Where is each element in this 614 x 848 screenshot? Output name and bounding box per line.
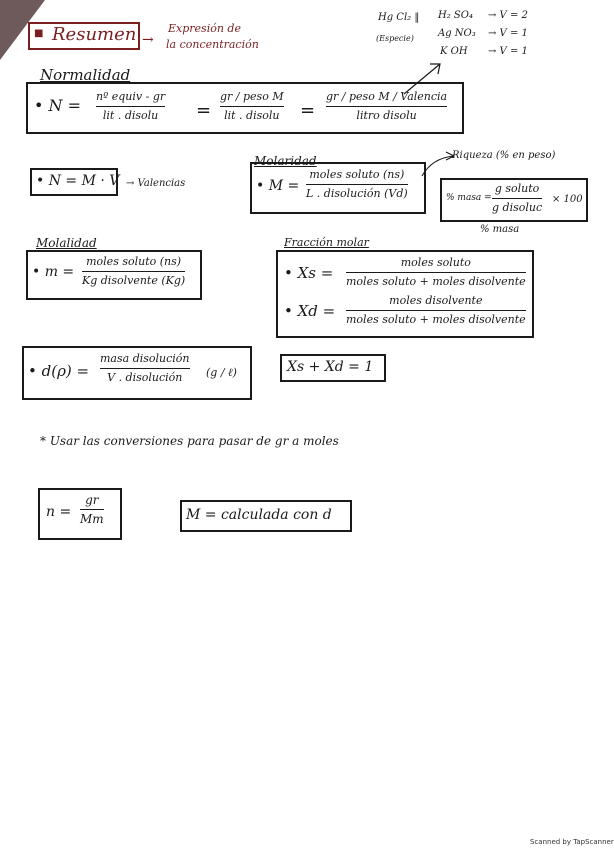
fraccion-xd-lhs: • Xd = <box>284 302 336 320</box>
normalidad-lhs: • N = <box>34 96 82 115</box>
fraccion-xd-fraction <box>346 294 526 327</box>
molaridad-fraction <box>306 168 408 201</box>
suma-formula: Xs + Xd = 1 <box>287 359 374 375</box>
molaridad-den: L . disolución (Vd) <box>306 187 408 200</box>
molalidad-title: Molalidad <box>36 236 97 250</box>
moles-den: Mm <box>80 512 104 526</box>
resumen-title: Resumen <box>52 24 137 45</box>
koh-valence: → V = 1 <box>488 46 528 57</box>
conversion-note: * Usar las conversiones para pasar de gr a moles <box>40 434 339 448</box>
densidad-den: V . disolución <box>107 371 183 384</box>
molalidad-fraction <box>82 255 185 288</box>
normalidad-f2-num: gr / peso M <box>220 90 284 103</box>
equals-sign: = <box>196 100 212 121</box>
resumen-bullet: ■ <box>34 28 44 39</box>
hgcl2-label: Hg Cl₂ ‖ <box>378 12 420 23</box>
riqueza-times: × 100 <box>552 194 583 205</box>
agno3-label: Ag NO₃ <box>438 28 476 39</box>
normalidad-f2-den: lit . disolu <box>224 109 280 122</box>
moles-lhs: n = <box>46 504 72 520</box>
riqueza-num: g soluto <box>494 182 540 195</box>
densidad-num: masa disolución <box>100 352 190 365</box>
fraccion-xs-num: moles soluto <box>400 256 471 269</box>
molaridad-lhs: • M = <box>256 178 300 194</box>
normalidad-f1-den: lit . disolu <box>102 109 159 122</box>
densidad-fraction <box>100 352 190 385</box>
concentracion-label: la concentración <box>166 38 259 51</box>
normalidad-f3-den: litro disolu <box>356 109 417 122</box>
equals-sign-2: = <box>300 100 316 121</box>
scanner-watermark: Scanned by TapScanner <box>530 838 614 846</box>
normalidad-f3-num: gr / peso M / Valencia <box>326 90 448 103</box>
arrow-icon: → <box>142 32 154 48</box>
normalidad-fraction-1 <box>96 90 165 123</box>
agno3-valence: → V = 1 <box>488 28 528 39</box>
normalidad-fraction-2 <box>220 90 284 123</box>
koh-label: K OH <box>440 46 468 57</box>
molalidad-lhs: • m = <box>32 264 75 280</box>
riqueza-note: Riqueza (% en peso) <box>452 150 556 161</box>
fraccion-xs-den: moles soluto + moles disolvente <box>346 275 526 288</box>
molalidad-den: Kg disolvente (Kg) <box>82 274 186 287</box>
densidad-unit: (g / ℓ) <box>206 366 237 379</box>
normalidad-f1-num: nº equiv - gr <box>96 90 166 103</box>
molaridad-title: Molaridad <box>254 154 317 168</box>
mcalc-formula: M = calculada con d <box>186 507 332 523</box>
h2so4-valence: → V = 2 <box>488 10 528 21</box>
riqueza-label: % masa <box>480 224 520 235</box>
molalidad-num: moles soluto (ns) <box>86 255 182 268</box>
nmv-formula: • N = M · V <box>36 173 120 189</box>
molaridad-num: moles soluto (ns) <box>309 168 405 181</box>
nmv-note: → Valencias <box>126 178 186 189</box>
fraccion-xd-num: moles disolvente <box>389 294 483 307</box>
normalidad-title: Normalidad <box>40 66 131 84</box>
expresion-label: Expresión de <box>168 22 241 35</box>
especie-label: (Especie) <box>376 34 414 43</box>
fraccion-title: Fracción molar <box>284 236 369 249</box>
riqueza-fraction <box>492 182 542 215</box>
fraccion-xd-den: moles soluto + moles disolvente <box>346 313 526 326</box>
fraccion-xs-lhs: • Xs = <box>284 264 334 282</box>
densidad-lhs: • d(ρ) = <box>28 362 90 380</box>
h2so4-label: H₂ SO₄ <box>438 10 473 21</box>
normalidad-fraction-3 <box>326 90 447 123</box>
riqueza-lhs: % masa = <box>446 193 492 203</box>
moles-fraction <box>80 493 104 526</box>
moles-num: gr <box>85 493 99 507</box>
riqueza-den: g disoluc <box>492 201 543 214</box>
fraccion-xs-fraction <box>346 256 526 289</box>
